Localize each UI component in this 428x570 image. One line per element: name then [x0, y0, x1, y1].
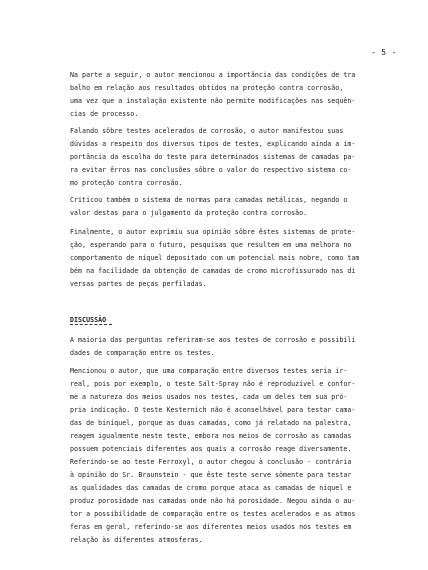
paragraph-6-line: produz porosidade nas camadas onde não há porosidade. Negou ainda o au- — [70, 497, 356, 505]
paragraph-1-line: cias de processo. — [70, 110, 139, 118]
paragraph-2-line: ra evitar êrros nas conclusões sôbre o valor do respectivo sistema co- — [70, 166, 352, 174]
paragraph-5-line: A maioria das perguntas referiram-se aos testes de corrosão e possibili — [70, 336, 356, 344]
paragraph-2-line: portância da escolha do teste para determinados sistemas de camadas pa- — [70, 153, 356, 161]
paragraph-6-line: Mencionou o autor, que uma comparação entre diversos testes seria ir- — [70, 367, 348, 375]
paragraph-4-line: ção, esperando para o futuro, pesquisas que resultem em uma melhora no — [70, 241, 352, 249]
paragraph-2-line: dúvidas a respeito dos diversos tipos de testes, explicando ainda a im- — [70, 140, 356, 148]
paragraph-6-line: real, pois por exemplo, o teste Salt-Spray não é reproduzível e confor- — [70, 380, 356, 388]
paragraph-1-line: balho em relação aos resultados obtidos na proteção contra corrosão, — [70, 84, 344, 92]
paragraph-2-line: Falando sôbre testes acelerados de corrosão, o autor manifestou suas — [70, 127, 344, 135]
paragraph-6-line: das de biníquel, porque as duas camadas, como já relatado na palestra, — [70, 419, 352, 427]
page-number: - 5 - — [371, 48, 397, 57]
heading-underline — [70, 324, 112, 325]
paragraph-4-line: comportamento de níquel depositado com um potencial mais nobre, como tam — [70, 254, 360, 262]
section-heading: DISCUSSÃO — [70, 316, 107, 324]
paragraph-6-line: possuem potenciais diferentes aos quais a corrosão reage diversamente. — [70, 445, 352, 453]
paragraph-3-line: valor destas para o julgamento da proteção contra corrosão. — [70, 209, 308, 217]
paragraph-6-line: Referindo-se ao teste Ferroxyl, o autor chegou à conclusão - contrária — [70, 458, 352, 466]
paragraph-6-line: à opinião do Sr. Braunstein - que êste teste serve sòmente para testar — [70, 471, 352, 479]
paragraph-6-line: as qualidades das camadas de cromo porque ataca as camadas de níquel e — [70, 484, 352, 492]
paragraph-6-line: tor a possibilidade de comparação entre os testes acelerados e as atmos — [70, 510, 356, 518]
paragraph-3-line: Criticou também o sistema de normas para camadas metálicas, negando o — [70, 196, 348, 204]
paragraph-1-line: Na parte a seguir, o autor mencionou a importância das condições de tra — [70, 71, 356, 79]
paragraph-6-line: reagem igualmente neste teste, embora nos meios de corrosão as camadas — [70, 432, 352, 440]
paragraph-6-line: me a natureza dos meios usados nos testes, cada um deles tem sua pró- — [70, 393, 348, 401]
paragraph-6-line: pria indicação. O teste Kesternich não é aconselhável para testar cama- — [70, 406, 356, 414]
paragraph-4-line: Finalmente, o autor exprimiu sua opinião sôbre êstes sistemas de prote- — [70, 228, 356, 236]
paragraph-5-line: dades de comparação entre os testes. — [70, 349, 215, 357]
paragraph-2-line: mo proteção contra corrosão. — [70, 179, 183, 187]
paragraph-4-line: versas partes de peças perfiladas. — [70, 280, 207, 288]
paragraph-6-line: relação às diferentes atmosferas. — [70, 536, 203, 544]
paragraph-4-line: bém na facilidade da obtenção de camadas de cromo microfissurado nas di — [70, 267, 356, 275]
paragraph-6-line: feras em geral, referindo-se aos diferentes meios usados nos testes em — [70, 523, 352, 531]
paragraph-1-line: uma vez que a instalação existente não permite modificações nas sequên- — [70, 97, 356, 105]
